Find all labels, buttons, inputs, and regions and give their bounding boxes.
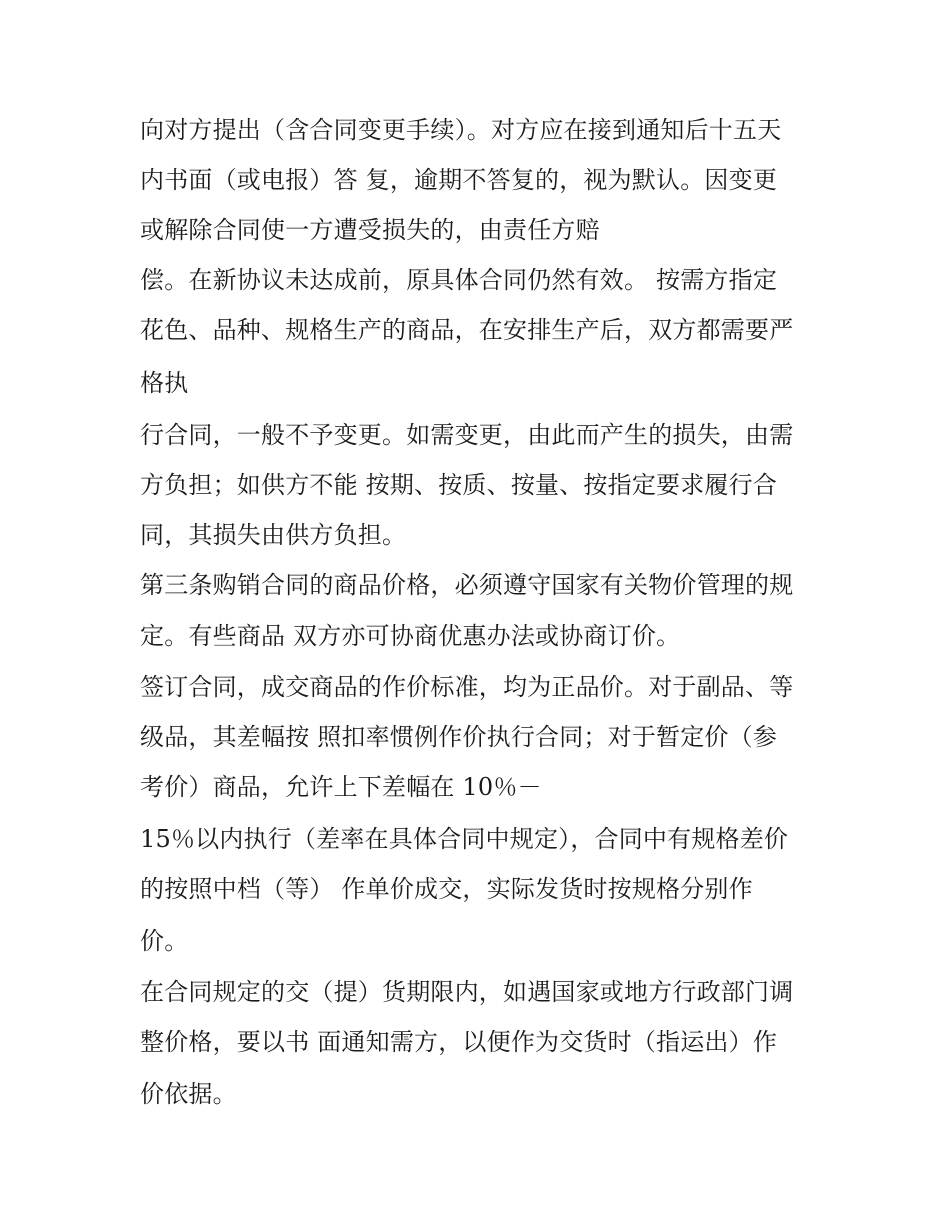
text-line: 级品，其差幅按 照扣率惯例作价执行合同；对于暂定价（参 — [140, 723, 778, 751]
text-line: 价。 — [140, 927, 189, 955]
text-line: 15％以内执行（差率在具体合同中规定），合同中有规格差价 — [140, 825, 789, 853]
text-line: 在合同规定的交（提）货期限内，如遇国家或地方行政部门调 — [140, 978, 794, 1006]
text-line: 签订合同，成交商品的作价标准，均为正品价。对于副品、等 — [140, 673, 794, 701]
text-line: 格执 — [140, 369, 189, 397]
text-line: 向对方提出（含合同变更手续）。对方应在接到通知后十五天 — [140, 116, 782, 144]
text-line: 偿。在新协议未达成前，原具体合同仍然有效。 按需方指定 — [140, 266, 778, 294]
text-line: 花色、品种、规格生产的商品，在安排生产后，双方都需要严 — [140, 316, 794, 344]
text-line: 内书面（或电报）答 复，逾期不答复的，视为默认。因变更 — [140, 166, 778, 194]
text-line: 方负担；如供方不能 按期、按质、按量、按指定要求履行合 — [140, 471, 778, 499]
text-line: 考价）商品，允许上下差幅在 10％－ — [140, 773, 542, 801]
text-line: 行合同，一般不予变更。如需变更，由此而产生的损失，由需 — [140, 421, 794, 449]
text-line: 价依据。 — [140, 1080, 237, 1108]
text-line: 定。有些商品 双方亦可协商优惠办法或协商订价。 — [140, 622, 681, 650]
text-line: 的按照中档（等） 作单价成交，实际发货时按规格分别作 — [140, 875, 753, 903]
text-line: 整价格，要以书 面通知需方，以便作为交货时（指运出）作 — [140, 1028, 778, 1056]
text-line: 或解除合同使一方遭受损失的，由责任方赔 — [140, 216, 600, 244]
text-line: 第三条购销合同的商品价格，必须遵守国家有关物价管理的规 — [140, 571, 794, 599]
text-line: 同，其损失由供方负担。 — [140, 521, 407, 549]
